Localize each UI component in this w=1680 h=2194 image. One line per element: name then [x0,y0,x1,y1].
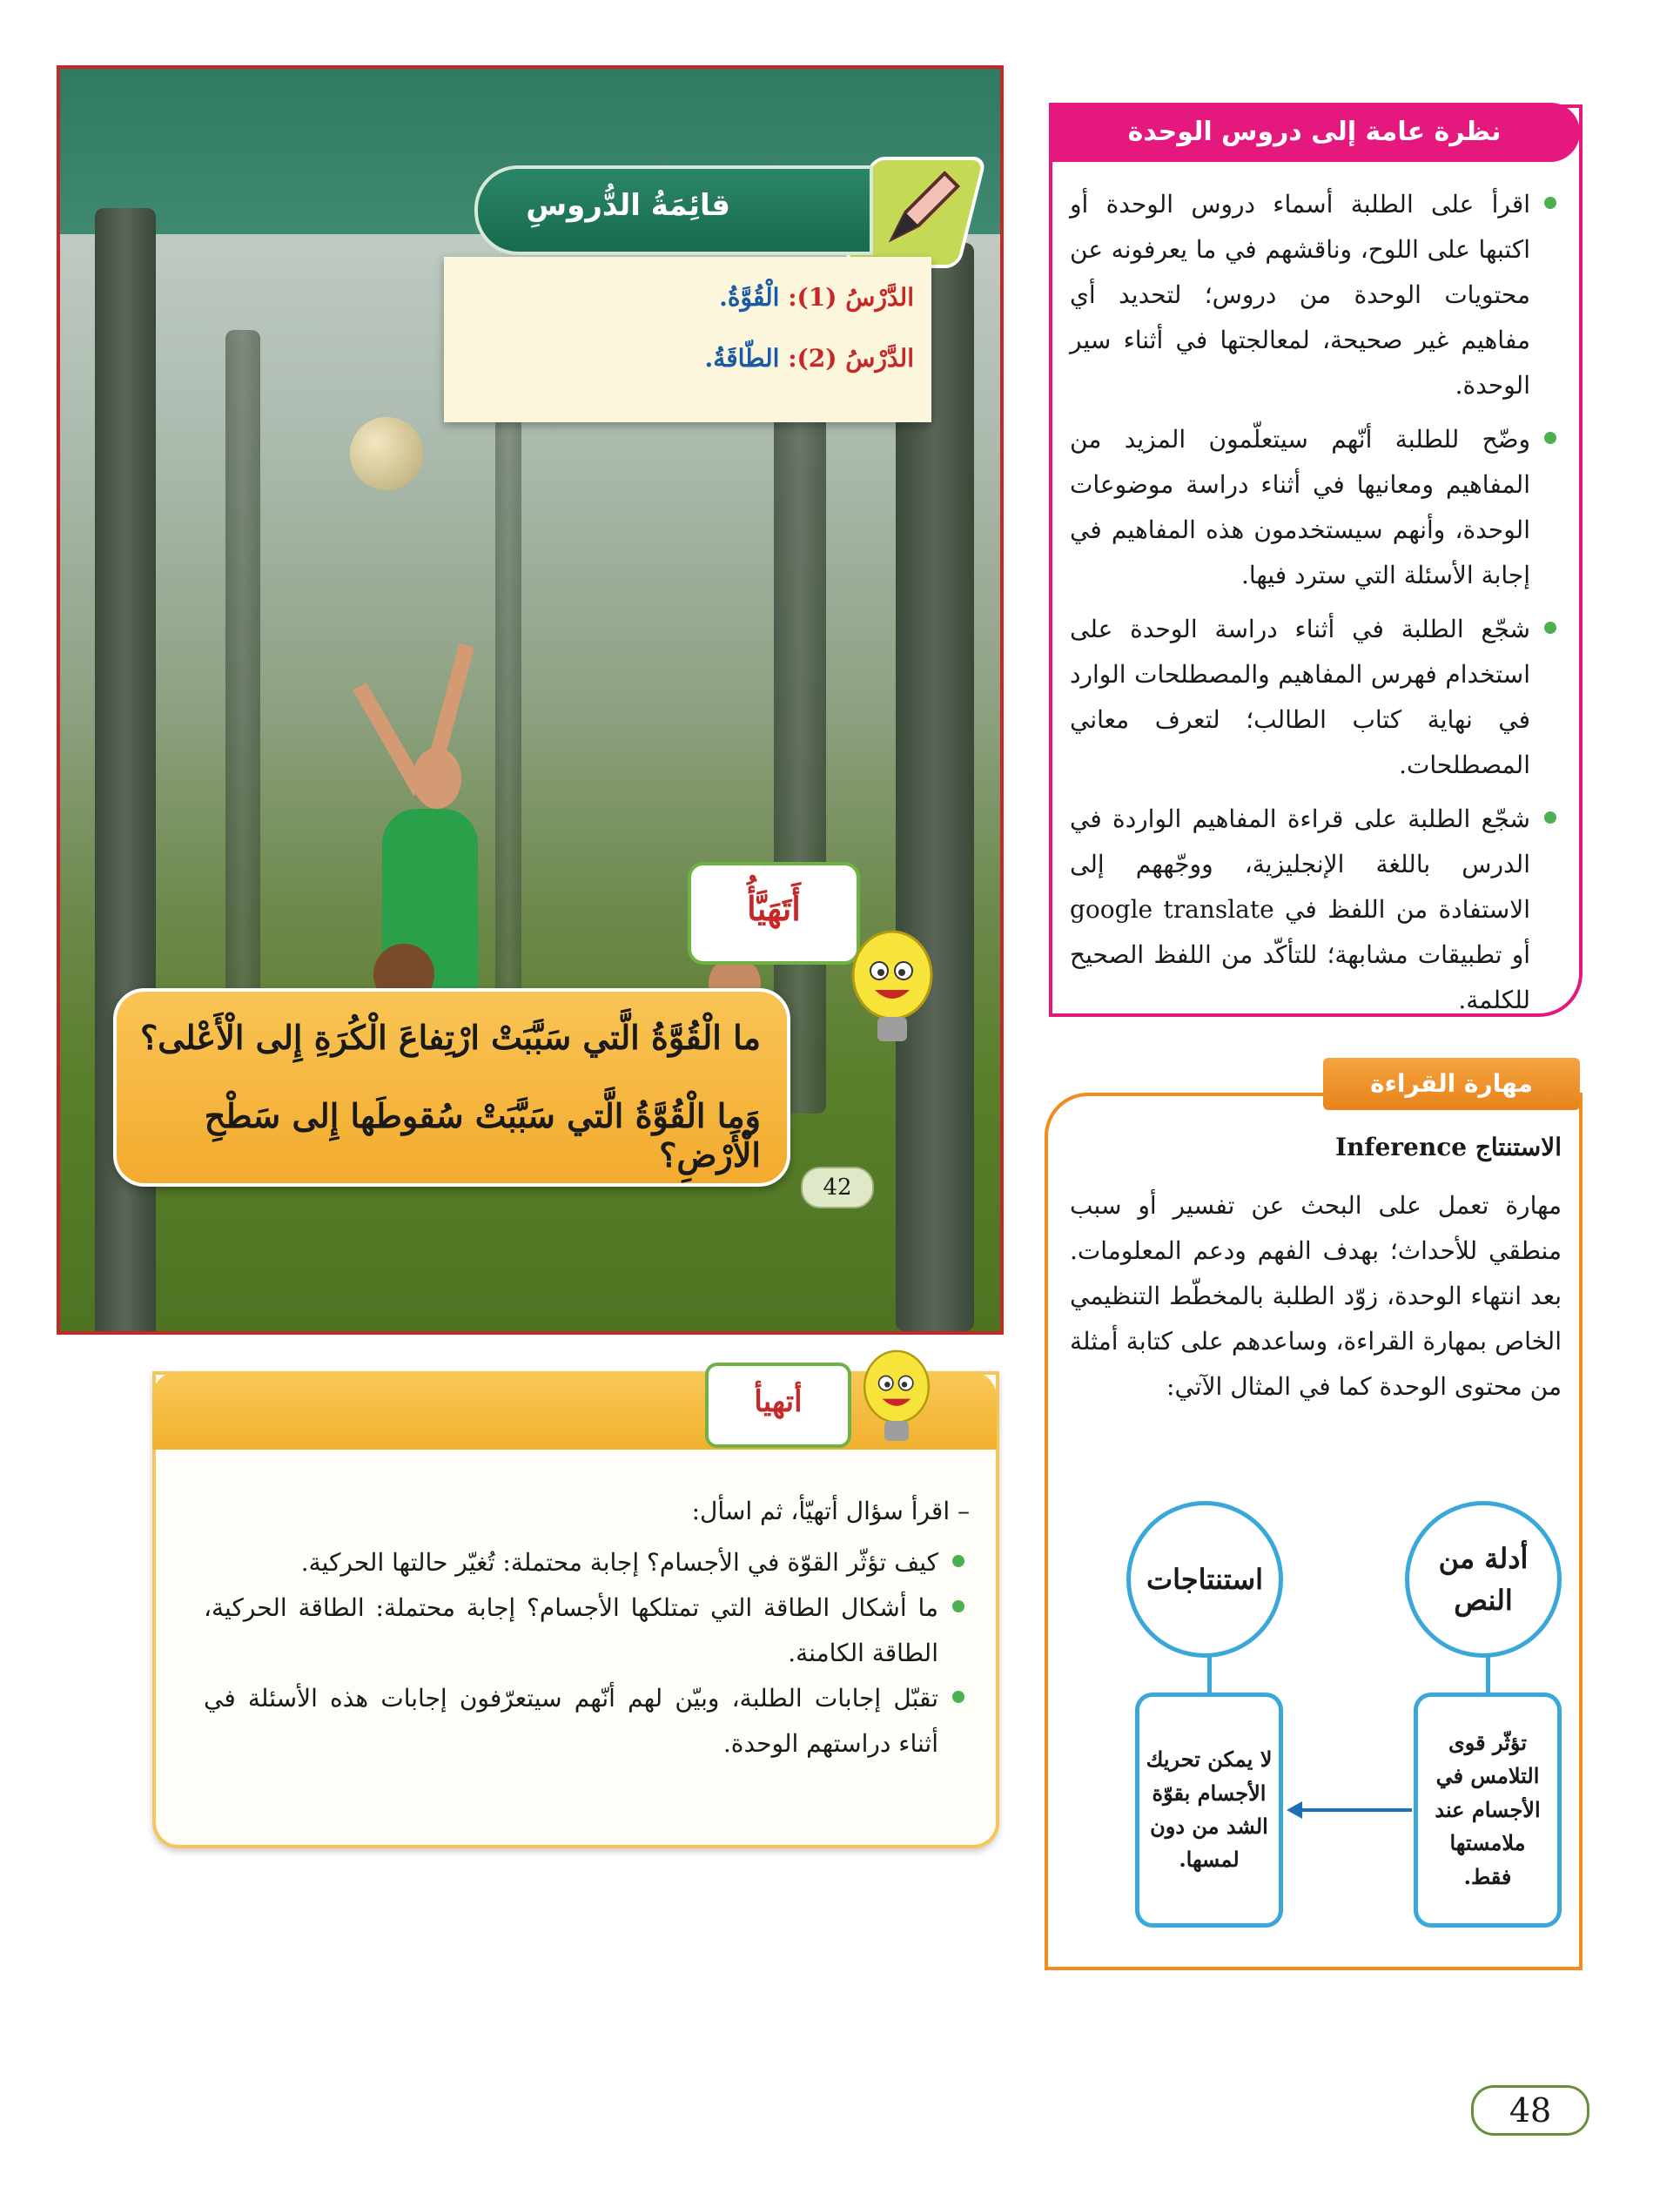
lightbulb-icon [857,1345,936,1450]
inference-text: لا يمكن تحريك الأجسام بقوّة الشد من دون لمسها. [1146,1746,1273,1873]
child-arm [427,643,474,765]
warmup-item-text: كيف تؤثّر القوّة في الأجسام؟ إجابة محتملة: تُغيّر حالتها الحركية. [300,1548,938,1577]
warmup-item-text: تقبّل إجابات الطلبة، وبيّن لهم أنّهم سيتعرّفون إجابات هذه الأسئلة في أثناء دراستهم الوحدة. [204,1684,938,1758]
lesson-1-name: الْقُوَّةُ. [719,283,780,312]
lesson-1 [719,283,914,312]
list-item [204,1585,970,1676]
evidence-text: تؤثّر قوى التلامس في الأجسام عند ملامستها فقط. [1435,1730,1541,1889]
tree-trunk [495,417,521,1026]
lessons-list-title: قائِمَةُ الدُّروسِ [526,188,730,223]
overview-panel [1049,104,1583,1017]
lessons-list-tab [474,165,873,255]
overview-item-text: وضّح للطلبة أنّهم سيتعلّمون المزيد من المفاهيم ومعانيها في أثناء دراسة موضوعات الوحدة، وأنهم سيستخدمون هذه المفاهيم في إجابة الأسئلة التي سترد فيها. [1070,425,1530,589]
list-item [204,1676,970,1767]
skill-description: مهارة تعمل على البحث عن تفسير أو سبب منطقي للأحداث؛ بهدف الفهم ودعم المعلومات. بعد انتهاء الوحدة، زوّد الطلبة بالمخطّط التنظيمي الخاص بمهارة القراءة، وساعدهم على كتابة أمثلة من محتوى الوحدة كما في المثال الآتي: [1070,1191,1562,1401]
reading-skill-panel [1045,1093,1583,1970]
warmup-item-text: ما أشكال الطاقة التي تمتلكها الأجسام؟ إجابة محتملة: الطاقة الحركية، الطاقة الكامنة. [204,1593,938,1667]
list-item [204,1540,970,1585]
warmup-bubble-text: أتهيأ [754,1384,803,1419]
list-item [1070,607,1562,788]
list-item [1070,182,1562,408]
child-arm [353,683,427,796]
bullet-icon [1544,811,1556,824]
inference-box [1135,1693,1283,1928]
connector-line [1486,1653,1490,1693]
overview-list [1070,182,1562,1023]
skill-name: الاستنتاج Inference [1334,1133,1562,1161]
bullet-icon [952,1555,964,1567]
warmup-bubble-text: أَتَهَيَّأُ [747,889,801,928]
book-page-number: 42 [801,1167,874,1208]
question-box [113,988,790,1187]
overview-item-text: اقرأ على الطلبة أسماء دروس الوحدة أو اكتبها على اللوح، وناقشهم في ما يعرفونه عن محتويات الوحدة من دروس؛ لتحديد أي مفاهيم غير صحيحة، لمعالجتها في أثناء سير الوحدة. [1070,190,1530,400]
warmup-speech-bubble [705,1363,851,1448]
lessons-list-box [444,257,931,422]
overview-item-text: شجّع الطلبة على قراءة المفاهيم الواردة في الدرس باللغة الإنجليزية، ووجّههم إلى الاستفادة من اللفظ في google translate أو تطبيقات مشابهة؛ للتأكّد من اللفظ الصحيح للكلمة. [1070,804,1530,1014]
warmup-intro: – اقرأ سؤال أتهيّأ، ثم اسأل: [691,1497,970,1525]
bullet-icon [952,1600,964,1612]
lesson-2 [704,344,914,373]
question-line-2: وَما الْقُوَّةُ الَّتي سَبَّبَتْ سُقوطَها إِلى سَطْحِ الْأَرْضِ؟ [204,1096,761,1174]
question-line-1: ما الْقُوَّةُ الَّتي سَبَّبَتْ ارْتِفاعَ الْكُرَةِ إِلى الْأَعْلى؟ [140,1018,761,1057]
lightbulb-icon [844,927,940,1049]
lesson-1-label: الدَّرْسُ (1): [788,283,914,312]
overview-item-text: شجّع الطلبة في أثناء دراسة الوحدة على استخدام فهرس المفاهيم والمصطلحات الوارد في نهاية كتاب الطالب؛ لتعرف معاني المصطلحات. [1070,615,1530,779]
list-item [1070,797,1562,1023]
warmup-list [204,1540,970,1767]
ball [350,417,423,490]
bullet-icon [1544,432,1556,444]
warmup-speech-bubble [688,862,860,965]
reading-skill-title: مهارة القراءة [1370,1069,1533,1098]
bullet-icon [952,1691,964,1703]
overview-title: نظرة عامة إلى دروس الوحدة [1127,117,1502,147]
bullet-icon [1544,197,1556,209]
inferences-label: استنتاجات [1146,1563,1264,1596]
page-number: 48 [1471,2085,1589,2136]
evidence-label: أدلة من النص [1438,1542,1529,1617]
list-item [1070,417,1562,598]
lesson-2-name: الطّاقَةُ. [704,344,780,373]
overview-title-tab [1049,103,1580,162]
lesson-2-label: الدَّرْسُ (2): [788,344,914,373]
pencil-icon [875,160,971,256]
arrow-left-icon [1283,1797,1414,1823]
bullet-icon [1544,622,1556,634]
inferences-circle [1126,1501,1283,1658]
connector-line [1207,1653,1212,1693]
evidence-box [1414,1693,1562,1928]
evidence-circle [1405,1501,1562,1658]
reading-skill-tab [1323,1058,1580,1110]
